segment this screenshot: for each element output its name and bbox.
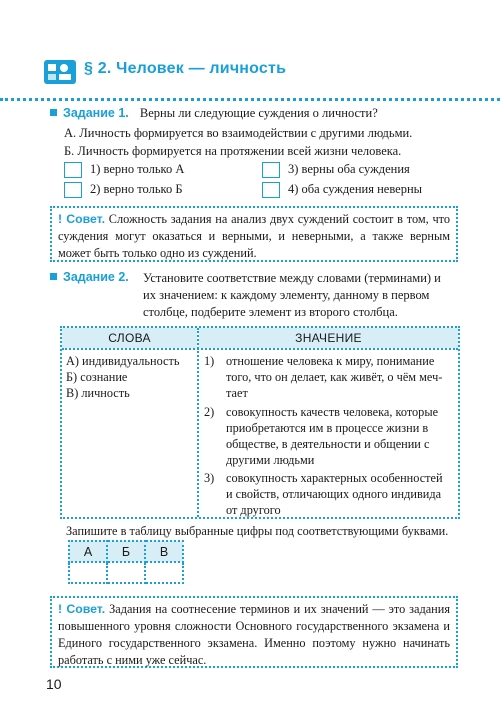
table-header-divider	[62, 348, 458, 350]
meaning-1-number: 1)	[204, 354, 215, 368]
option-3-checkbox[interactable]	[262, 162, 280, 178]
table-column-divider	[197, 328, 199, 517]
section-title: § 2. Человек — личность	[84, 60, 287, 77]
meaning-3-line-1: совокупность характерных особенностей	[226, 471, 443, 485]
answer-cell-a[interactable]	[69, 562, 107, 583]
answer-instruction: Запишите в таблицу выбранные цифры под соответствующими буквами.	[66, 524, 449, 538]
answer-table	[68, 540, 184, 584]
words-column-header: СЛОВА	[62, 328, 197, 348]
task1-heading	[50, 105, 378, 122]
answer-header-b: Б	[107, 541, 145, 562]
word-c: В) личность	[66, 386, 130, 400]
meaning-2-line-1: совокупность качеств человека, которые	[226, 405, 439, 419]
task1-statement-b: Б. Личность формируется на протяжении всей жизни человека.	[64, 144, 402, 158]
meaning-3-number: 3)	[204, 471, 215, 485]
task-bullet-icon	[50, 109, 57, 116]
answer-cell-c[interactable]	[145, 562, 183, 583]
meaning-3-line-2: и свойств, отличающих одного индивида	[226, 487, 442, 501]
word-a: А) индивидуальность	[66, 354, 180, 368]
meaning-1-line-2: того, что он делает, как живёт, о чём меч-	[226, 370, 443, 384]
advice-box-1	[50, 206, 458, 262]
meaning-1-line-1: отношение человека к миру, понимание	[226, 354, 435, 368]
task1-statement-a: А. Личность формируется во взаимодействии с другими людьми.	[64, 126, 413, 140]
option-4-label: 4) оба суждения неверны	[288, 182, 423, 196]
meaning-2-number: 2)	[204, 405, 215, 419]
answer-header-a: А	[69, 541, 107, 562]
task2-label: Задание 2.	[63, 270, 129, 284]
option-1-label: 1) верно только А	[90, 162, 185, 176]
task2-line-1: Установите соответствие между словами (терминами) и	[143, 271, 441, 285]
meaning-2-line-2: приобретаются им в процессе жизни в	[226, 421, 429, 435]
section-header	[44, 54, 464, 94]
advice1-label: ! Совет.	[58, 212, 106, 226]
page-number: 10	[46, 676, 62, 692]
task1-question: Верны ли следующие суждения о личности?	[139, 106, 378, 120]
meaning-1-line-3: тает	[226, 386, 248, 400]
meaning-2-line-3: обществе, в деятельности и общении с	[226, 437, 430, 451]
advice2-label: ! Совет.	[58, 602, 106, 616]
section-emblem-icon	[44, 58, 76, 86]
header-divider	[0, 98, 500, 101]
task-bullet-icon	[50, 273, 57, 280]
option-3-label: 3) верны оба суждения	[288, 162, 410, 176]
task1-label: Задание 1.	[63, 106, 129, 120]
advice1-text: Сложность задания на анализ двух суждений состоит в том, что суждения могут оказаться и верными, и неверными, а также верным может быть только одно из суждений.	[58, 212, 451, 260]
option-1-checkbox[interactable]	[64, 162, 82, 178]
answer-header-c: В	[145, 541, 183, 562]
task2-line-3: столбце, подберите элемент из второго столбца.	[143, 305, 398, 319]
advice2-text: Задания на соотнесение терминов и их значений — это задания повышенного уровня сложности Основного государственного экзамена и Единого государственного экзамена. Именно поэтому нужно начинать работать с ними уже сейчас.	[58, 602, 450, 667]
task2-line-2: их значением: к каждому элементу, данному в первом	[143, 288, 430, 302]
meaning-2-line-4: другими людьми	[226, 453, 315, 467]
advice-box-2	[50, 596, 458, 668]
task2-heading	[50, 269, 129, 286]
meaning-3-line-3: от другого	[226, 503, 281, 517]
option-2-checkbox[interactable]	[64, 182, 82, 198]
option-4-checkbox[interactable]	[262, 182, 280, 198]
matching-table	[60, 326, 460, 519]
answer-cell-b[interactable]	[107, 562, 145, 583]
option-2-label: 2) верно только Б	[90, 182, 183, 196]
meanings-column-header: ЗНАЧЕНИЕ	[199, 328, 458, 348]
word-b: Б) сознание	[66, 370, 128, 384]
